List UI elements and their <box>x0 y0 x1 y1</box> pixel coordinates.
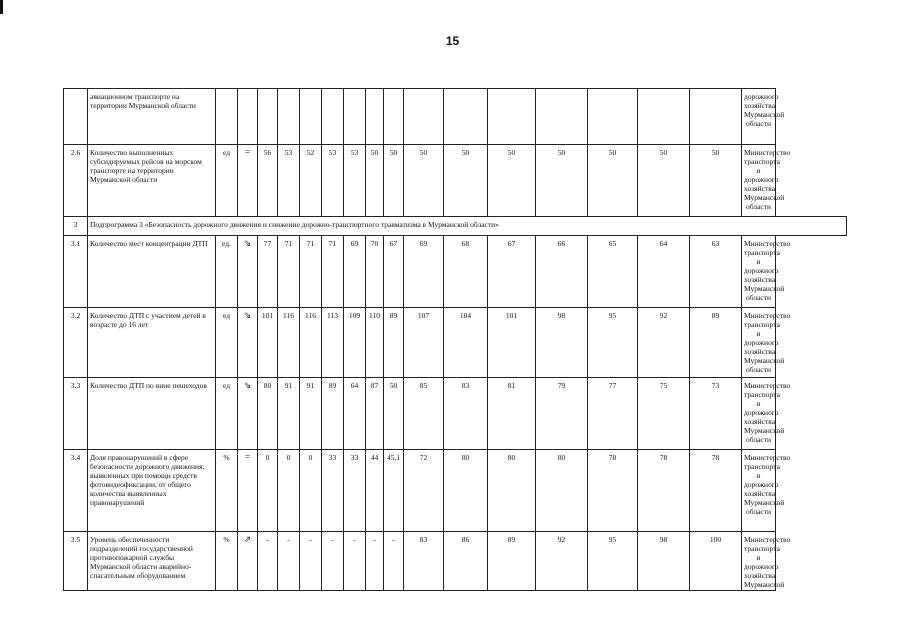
value-cell: 110 <box>366 308 384 378</box>
unit-cell: % <box>216 450 238 532</box>
value-cell: 69 <box>404 236 444 308</box>
trend-icon: = <box>238 450 258 532</box>
value-cell: 50 <box>366 145 384 217</box>
value-cell <box>444 89 488 145</box>
value-cell: 68 <box>444 236 488 308</box>
table-row <box>64 89 847 145</box>
value-cell <box>488 89 536 145</box>
value-cell: - <box>278 532 300 591</box>
value-cell: 95 <box>588 532 638 591</box>
value-cell: 83 <box>404 532 444 591</box>
value-cell: 50 <box>488 145 536 217</box>
table-row <box>64 450 847 532</box>
row-index: 3.4 <box>64 450 88 532</box>
value-cell: 69 <box>344 236 366 308</box>
value-cell: 53 <box>322 145 344 217</box>
value-cell: - <box>300 532 322 591</box>
row-index: 3 <box>64 217 88 236</box>
value-cell: 109 <box>344 308 366 378</box>
value-cell: 86 <box>444 532 488 591</box>
responsible-cell: Министерство транспорта и дорожного хозяйства Мурманской области <box>742 378 776 450</box>
value-cell: 50 <box>536 145 588 217</box>
value-cell: 67 <box>384 236 404 308</box>
value-cell: 89 <box>322 378 344 450</box>
value-cell: 87 <box>366 378 384 450</box>
value-cell: 85 <box>404 378 444 450</box>
value-cell: - <box>366 532 384 591</box>
indicator-name: Количество выполненных субсидируемых рейсов на морском транспорте на территории Мурманской области <box>88 145 216 217</box>
value-cell: 71 <box>322 236 344 308</box>
value-cell: 50 <box>404 145 444 217</box>
row-index <box>64 89 88 145</box>
table-row <box>64 378 847 450</box>
value-cell: 77 <box>588 378 638 450</box>
unit-cell: ед. <box>216 236 238 308</box>
unit-cell: ед <box>216 145 238 217</box>
value-cell <box>536 89 588 145</box>
indicator-name: Доля правонарушений в сфере безопасности дорожного движения, выявленных при помощи средств фотовидеофиксации, от общего количества выявленных правонарушений <box>88 450 216 532</box>
value-cell: 53 <box>344 145 366 217</box>
value-cell <box>344 89 366 145</box>
value-cell: 91 <box>300 378 322 450</box>
value-cell <box>300 89 322 145</box>
value-cell: 73 <box>690 378 742 450</box>
value-cell: 113 <box>322 308 344 378</box>
value-cell: 78 <box>638 450 690 532</box>
value-cell: 33 <box>344 450 366 532</box>
value-cell: 45,1 <box>384 450 404 532</box>
responsible-cell: дорожного хозяйства Мурманской области <box>742 89 776 145</box>
value-cell: 0 <box>300 450 322 532</box>
value-cell: 104 <box>444 308 488 378</box>
value-cell: 50 <box>444 145 488 217</box>
trend-icon: ⇗ <box>238 532 258 591</box>
unit-cell: ед <box>216 378 238 450</box>
value-cell: 80 <box>258 378 278 450</box>
value-cell: 71 <box>300 236 322 308</box>
value-cell: 78 <box>588 450 638 532</box>
value-cell: 79 <box>536 378 588 450</box>
trend-icon: = <box>238 145 258 217</box>
value-cell: 95 <box>588 308 638 378</box>
responsible-cell: Министерство транспорта и дорожного хозяйства Мурманской области <box>742 308 776 378</box>
row-index: 3.5 <box>64 532 88 591</box>
table-row <box>64 532 847 591</box>
value-cell: 65 <box>588 236 638 308</box>
value-cell: 83 <box>444 378 488 450</box>
value-cell: 50 <box>638 145 690 217</box>
row-index: 3.2 <box>64 308 88 378</box>
value-cell: 71 <box>278 236 300 308</box>
value-cell: 0 <box>258 450 278 532</box>
page-number: 15 <box>445 34 460 48</box>
responsible-cell: Министерство транспорта и дорожного хозяйства Мурманской области <box>742 450 776 532</box>
value-cell: 33 <box>322 450 344 532</box>
value-cell: 64 <box>344 378 366 450</box>
unit-cell <box>216 89 238 145</box>
value-cell: 92 <box>638 308 690 378</box>
page-edge-mark <box>0 0 3 14</box>
value-cell <box>258 89 278 145</box>
value-cell: 107 <box>404 308 444 378</box>
table-row <box>64 308 847 378</box>
value-cell: - <box>384 532 404 591</box>
subprogram-title: Подпрограмма 3 «Безопасность дорожного движения и снижение дорожно-транспортного травматизма в Мурманской области» <box>88 217 847 236</box>
value-cell <box>690 89 742 145</box>
value-cell: 50 <box>384 145 404 217</box>
value-cell: 56 <box>258 145 278 217</box>
value-cell: 53 <box>278 145 300 217</box>
table-body <box>64 89 847 591</box>
unit-cell: ед <box>216 308 238 378</box>
value-cell: 92 <box>536 532 588 591</box>
value-cell: 89 <box>488 532 536 591</box>
value-cell: 80 <box>488 450 536 532</box>
indicator-name: авиационном транспорте на территории Мурманской области <box>88 89 216 145</box>
value-cell <box>384 89 404 145</box>
value-cell: - <box>344 532 366 591</box>
indicators-table <box>63 88 847 591</box>
value-cell: 81 <box>488 378 536 450</box>
value-cell: 70 <box>366 236 384 308</box>
trend-icon: ⇘ <box>238 308 258 378</box>
unit-cell: % <box>216 532 238 591</box>
value-cell: 50 <box>690 145 742 217</box>
value-cell <box>588 89 638 145</box>
value-cell: 63 <box>690 236 742 308</box>
table-row <box>64 145 847 217</box>
indicator-name: Уровень обеспеченности подразделений государственной противопожарной службы Мурманской области аварийно-спасательным оборудованием <box>88 532 216 591</box>
responsible-cell: Министерство транспорта и дорожного хозяйства Мурманской области <box>742 145 776 217</box>
trend-icon <box>238 89 258 145</box>
responsible-cell: Министерство транспорта и дорожного хозяйства Мурманской области <box>742 236 776 308</box>
value-cell: 66 <box>536 236 588 308</box>
table-row <box>64 236 847 308</box>
value-cell <box>638 89 690 145</box>
value-cell <box>404 89 444 145</box>
value-cell: 91 <box>278 378 300 450</box>
trend-icon: ⇘ <box>238 236 258 308</box>
row-index: 3.1 <box>64 236 88 308</box>
value-cell: 98 <box>536 308 588 378</box>
value-cell: 116 <box>278 308 300 378</box>
value-cell <box>322 89 344 145</box>
value-cell: 78 <box>690 450 742 532</box>
indicator-name: Количество ДТП с участием детей в возрасте до 16 лет <box>88 308 216 378</box>
table-row <box>64 217 847 236</box>
value-cell: 101 <box>488 308 536 378</box>
value-cell: 100 <box>690 532 742 591</box>
value-cell: 89 <box>690 308 742 378</box>
value-cell: 80 <box>444 450 488 532</box>
value-cell: 0 <box>278 450 300 532</box>
value-cell: 75 <box>638 378 690 450</box>
value-cell: 116 <box>300 308 322 378</box>
row-index: 3.3 <box>64 378 88 450</box>
row-index: 2.6 <box>64 145 88 217</box>
value-cell: 52 <box>300 145 322 217</box>
value-cell: - <box>322 532 344 591</box>
value-cell: 77 <box>258 236 278 308</box>
value-cell: 101 <box>258 308 278 378</box>
value-cell: 89 <box>384 308 404 378</box>
value-cell: 50 <box>588 145 638 217</box>
indicator-name: Количество мест концентрации ДТП <box>88 236 216 308</box>
value-cell: 67 <box>488 236 536 308</box>
value-cell <box>278 89 300 145</box>
value-cell: 98 <box>638 532 690 591</box>
value-cell: 80 <box>536 450 588 532</box>
value-cell: 50 <box>384 378 404 450</box>
trend-icon: ⇘ <box>238 378 258 450</box>
indicator-name: Количество ДТП по вине пешеходов <box>88 378 216 450</box>
responsible-cell: Министерство транспорта и дорожного хозяйства Мурманской <box>742 532 776 591</box>
value-cell: 72 <box>404 450 444 532</box>
value-cell: 44 <box>366 450 384 532</box>
value-cell: 64 <box>638 236 690 308</box>
value-cell: - <box>258 532 278 591</box>
value-cell <box>366 89 384 145</box>
